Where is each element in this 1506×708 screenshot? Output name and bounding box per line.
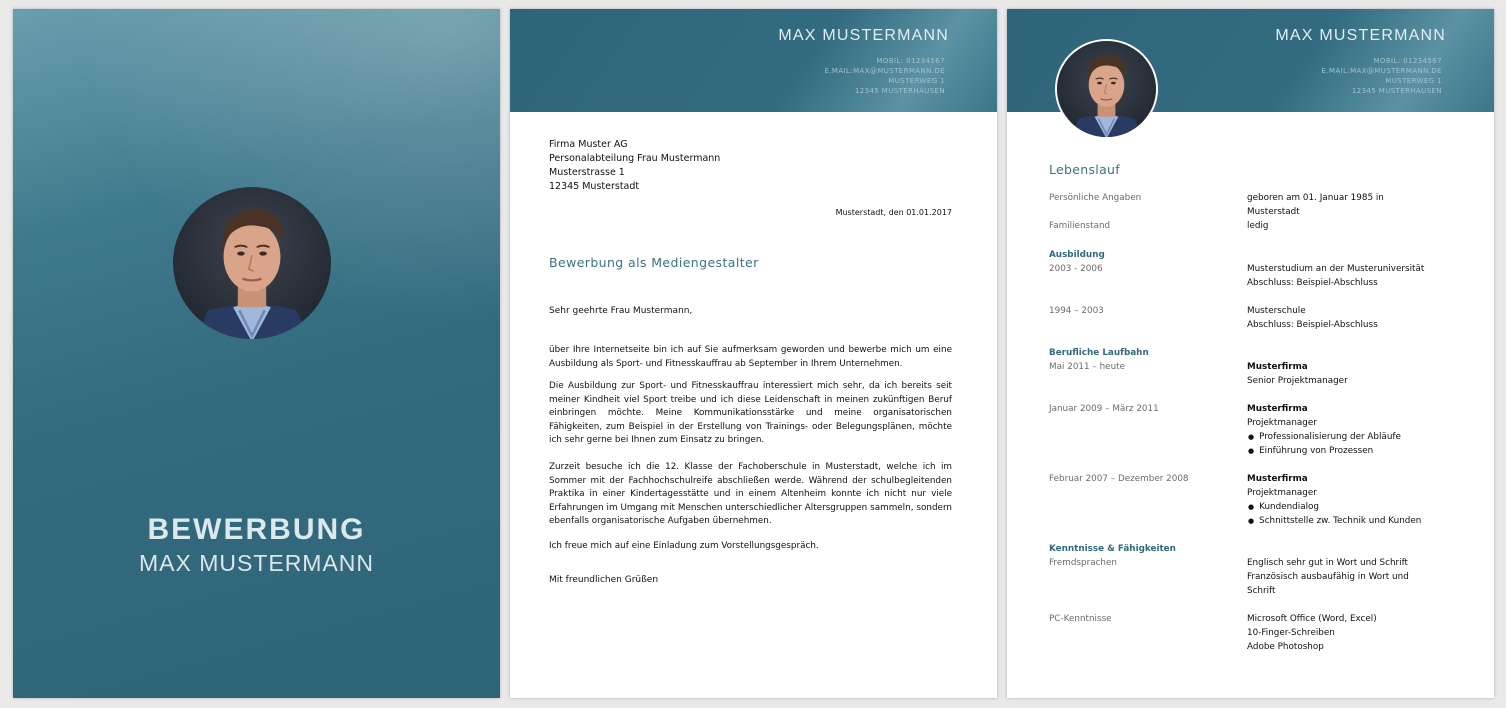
career-bullet: ● Kundendialog [1247,500,1457,514]
letter-paragraph: Ich freue mich auf eine Einladung zum Vorstellungsgespräch. [549,541,819,551]
header-contact [1321,56,1442,96]
career-role: Projektmanager [1247,488,1317,498]
header-city: 12345 MUSTERHAUSEN [854,87,945,95]
cv-page[interactable] [1007,9,1494,698]
header-street: MUSTERWEG 1 [888,77,945,85]
pc-line: Microsoft Office (Word, Excel) [1247,614,1377,624]
pc-line: Adobe Photoshop [1247,642,1324,652]
recipient-line: Personalabteilung Frau Mustermann [549,153,721,164]
letter-paragraph: Zurzeit besuche ich die 12. Klasse der Fachoberschule in Musterstadt, welche ich im Sommer mit der Fachhochschulreife abschließen werde. Während der schulbegleitenden Praktika in einer Kindertagesstätte und in einem Altenheim konnte ich nicht nur viele Erfahrungen im Umgang mit Menschen unterschiedlicher Altersgruppen sammeln, sondern ebenfalls organisatorische Aufgaben übernehmen. [549,462,952,527]
career-company: Musterfirma [1247,474,1308,484]
education-period: 1994 – 2003 [1049,306,1104,316]
cover-name: MAX MUSTERMANN [138,550,375,576]
education-line: Musterstudium an der Musteruniversität [1247,264,1425,274]
family-label: Familienstand [1049,221,1111,231]
education-period: 2003 - 2006 [1049,264,1103,274]
cover-photo [173,187,331,339]
letter-closing: Mit freundlichen Grüßen [549,575,659,585]
career-entry [1247,360,1457,388]
career-company: Musterfirma [1247,362,1308,372]
career-entry [1247,402,1457,458]
cover-page[interactable] [13,9,500,698]
skills-heading: Kenntnisse & Fähigkeiten [1049,544,1176,554]
family-value: ledig [1247,221,1269,231]
recipient-line: 12345 Musterstadt [549,181,640,192]
letter-header [510,9,997,112]
cover-title: BEWERBUNG [147,513,366,546]
header-mobile: MOBIL: 01234567 [876,57,945,65]
cv-title: Lebenslauf [1049,162,1120,177]
career-company: Musterfirma [1247,404,1308,414]
languages-value [1247,556,1457,598]
career-period: Mai 2011 – heute [1049,362,1126,372]
letter-date: Musterstadt, den 01.01.2017 [835,208,952,217]
cover-letter-page[interactable] [510,9,997,698]
languages-label: Fremdsprachen [1049,558,1117,568]
personal-label: Persönliche Angaben [1049,193,1142,203]
header-city: 12345 MUSTERHAUSEN [1351,87,1442,95]
career-role: Senior Projektmanager [1247,376,1348,386]
letter-subject: Bewerbung als Mediengestalter [549,255,759,270]
header-mobile: MOBIL: 01234567 [1373,57,1442,65]
career-bullet: ● Einführung von Prozessen [1247,444,1457,458]
letter-paragraph: Die Ausbildung zur Sport- und Fitnesskauffrau interessiert mich sehr, da ich bereits seit meiner Kindheit viel Sport treibe und ich diese Leidenschaft in meinen zukünftigen Beruf einbringen möchte. Meine Kommunikationsstärke und meine organisatorischen Fähigkeiten, zum Beispiel in der Erstellung von Trainings- oder Belegungsplänen, möchte ich sehr gerne bei Ihnen zum Einsatz zu bringen. [549,381,952,446]
header-email: E.MAIL:MAX@MUSTERMANN.DE [824,67,945,75]
career-entry [1247,472,1457,528]
personal-value [1247,191,1457,219]
career-bullet: ● Schnittstelle zw. Technik und Kunden [1247,514,1457,528]
education-line: Musterschule [1247,306,1306,316]
education-entry [1247,262,1457,290]
cv-photo [1055,39,1158,139]
personal-line: Musterstadt [1247,207,1300,217]
education-line: Abschluss: Beispiel-Abschluss [1247,278,1378,288]
header-email: E.MAIL:MAX@MUSTERMANN.DE [1321,67,1442,75]
header-street: MUSTERWEG 1 [1385,77,1442,85]
career-bullet: ● Professionalisierung der Abläufe [1247,430,1457,444]
career-heading: Berufliche Laufbahn [1049,348,1149,358]
career-role: Projektmanager [1247,418,1317,428]
personal-line: geboren am 01. Januar 1985 in [1247,193,1384,203]
pc-label: PC-Kenntnisse [1049,614,1112,624]
header-name: MAX MUSTERMANN [778,27,949,44]
languages-line: Englisch sehr gut in Wort und Schrift [1247,558,1409,568]
letter-greeting: Sehr geehrte Frau Mustermann, [549,306,693,316]
career-period: Februar 2007 – Dezember 2008 [1049,474,1189,484]
header-name: MAX MUSTERMANN [1275,27,1446,44]
languages-line: Schrift [1247,586,1276,596]
pc-value [1247,612,1457,654]
languages-line: Französisch ausbaufähig in Wort und [1247,572,1409,582]
recipient-line: Firma Muster AG [549,139,628,150]
career-period: Januar 2009 – März 2011 [1049,404,1159,414]
education-heading: Ausbildung [1049,250,1105,260]
letter-paragraph: über Ihre Internetseite bin ich auf Sie aufmerksam geworden und bewerbe mich um eine Ausbildung als Sport- und Fitnesskauffrau ab September in Ihrem Unternehmen. [549,345,952,369]
pc-line: 10-Finger-Schreiben [1247,628,1335,638]
header-contact [824,56,945,96]
recipient-line: Musterstrasse 1 [549,167,625,178]
recipient-address [549,138,720,194]
education-entry [1247,304,1457,332]
education-line: Abschluss: Beispiel-Abschluss [1247,320,1378,330]
